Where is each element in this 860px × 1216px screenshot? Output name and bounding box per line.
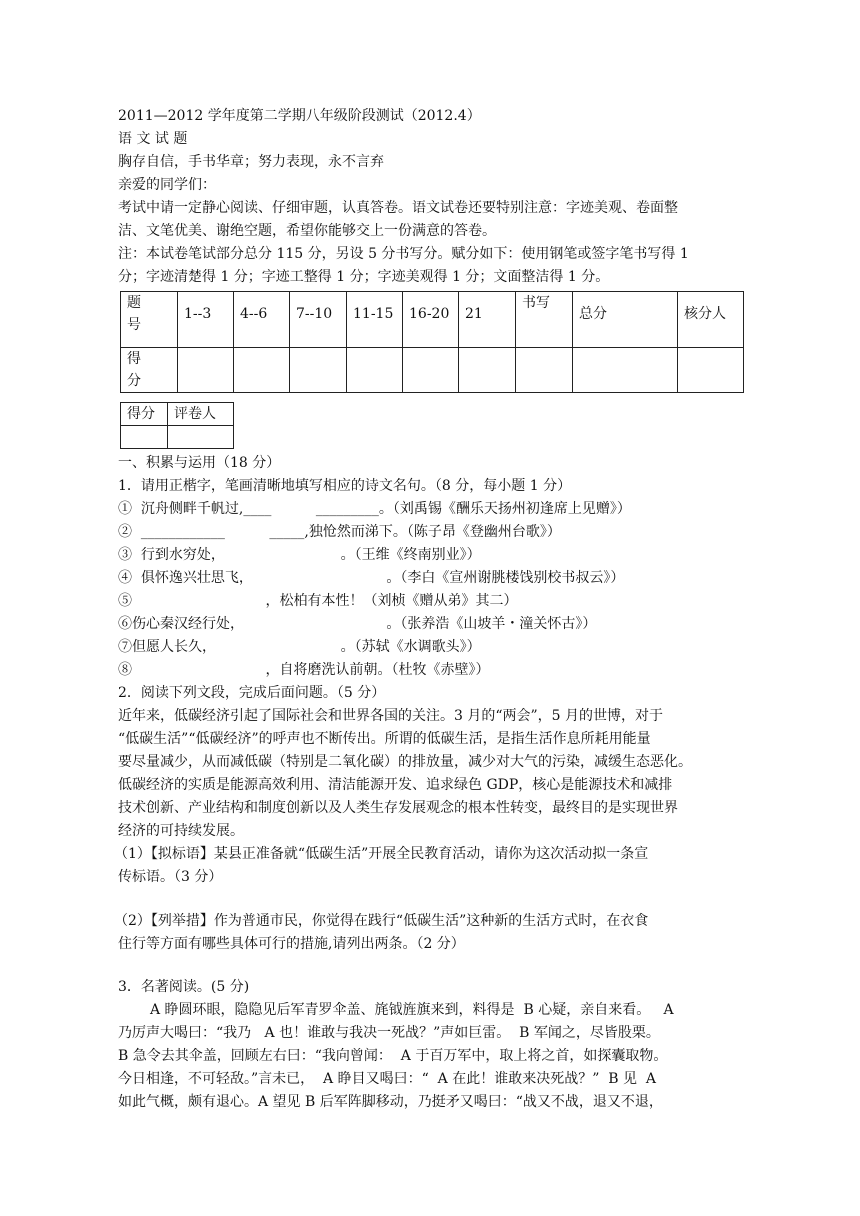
greeting: 亲爱的同学们：: [118, 177, 216, 193]
passage-line: 技术创新、产业结构和制度创新以及人类生存发展观念的根本性转变，最终目的是实现世界: [118, 800, 678, 816]
score-table: [120, 291, 744, 393]
passage-line: 要尽量减少，从而减低碳（特别是二氧化碳）的排放量，减少对大气的污染，减缓生态恶化。: [118, 754, 692, 770]
motto: 胸存自信，手书华章；努力表现，永不言弃: [118, 154, 384, 170]
intro-line: 考试中请一定静心阅读、仔细审题，认真答卷。语文试卷还要特别注意：字迹美观、卷面整: [118, 200, 678, 216]
question-3: 3．名著阅读。(5 分): [118, 979, 250, 995]
score-table-row-label: 题 号: [121, 292, 178, 348]
fill-line: ① 沉舟侧畔千帆过,____ _________。（刘禹锡《酬乐天扬州初逢席上见赠》）: [118, 501, 631, 517]
column-header: 11-15: [347, 292, 403, 348]
grader-name-cell[interactable]: [168, 426, 234, 449]
column-header: 7--10: [290, 292, 347, 348]
grader-score-cell[interactable]: [121, 426, 168, 449]
novel-line: 如此气概，颇有退心。A 望见 B 后军阵脚移动，乃挺矛又喝曰：“战又不战，退又不退，: [118, 1094, 663, 1110]
fill-line: ⑦但愿人长久， 。（苏轼《水调歌头》）: [118, 639, 481, 655]
note-line: 注：本试卷笔试部分总分 115 分，另设 5 分书写分。赋分如下：使用钢笔或签字笔书写得 1: [118, 246, 689, 262]
score-cell[interactable]: [678, 348, 744, 393]
score-cell[interactable]: [290, 348, 347, 393]
question-1: 1．请用正楷字，笔画清晰地填写相应的诗文名句。（8 分，每小题 1 分）: [118, 478, 572, 494]
novel-line: 今日相逢，不可轻敌。”言未已， A 睁目又喝曰：“ A 在此！谁敢来决死战？” B 见 A: [118, 1071, 657, 1087]
section-title: 一、积累与运用（18 分）: [118, 455, 281, 471]
fill-line: ⑧ ，自将磨洗认前朝。（杜牧《赤壁》）: [118, 662, 490, 678]
column-header: 核分人: [678, 292, 744, 348]
grader-table: [120, 402, 234, 449]
score-cell[interactable]: [347, 348, 403, 393]
column-header: 16-20: [403, 292, 459, 348]
fill-line: ② ____________ _____,独怆然而涕下。（陈子昂《登幽州台歌》）: [118, 524, 561, 540]
score-cell[interactable]: [573, 348, 678, 393]
passage-line: 近年来，低碳经济引起了国际社会和世界各国的关注。3 月的“两会”，5 月的世博，对于: [118, 708, 664, 724]
fill-line: ⑥伤心秦汉经行处， 。（张养浩《山坡羊・潼关怀古》）: [118, 616, 597, 632]
question-2: 2．阅读下列文段，完成后面问题。（5 分）: [118, 685, 386, 701]
passage-line: 经济的可持续发展。: [118, 823, 244, 839]
subject-title: 语 文 试 题: [118, 131, 188, 147]
column-header: 4--6: [234, 292, 290, 348]
grader-score-label: 得分: [121, 403, 168, 426]
score-cell[interactable]: [234, 348, 290, 393]
intro-line: 洁、文笔优美、谢绝空题，希望你能够交上一份满意的答卷。: [118, 223, 496, 239]
score-cell[interactable]: [516, 348, 573, 393]
novel-line: B 急令去其伞盖，回顾左右曰：“我向曾闻： A 于百万军中，取上将之首，如探囊取物。: [118, 1048, 668, 1064]
fill-line: ⑤ ，松柏有本性！（刘桢《赠从弟》其二）: [118, 593, 518, 609]
sub-question: 传标语。（3 分）: [118, 869, 223, 885]
score-table-score-row: [121, 348, 744, 393]
score-table-row-label: 得 分: [121, 348, 178, 393]
column-header: 总分: [573, 292, 678, 348]
column-header: 21: [459, 292, 516, 348]
novel-line: 乃厉声大喝曰：“我乃 A 也！谁敢与我决一死战？”声如巨雷。 B 军闻之，尽皆股栗。: [118, 1025, 660, 1041]
sub-question: （1）【拟标语】某县正准备就“低碳生活”开展全民教育活动，请你为这次活动拟一条宣: [114, 846, 649, 862]
score-cell[interactable]: [459, 348, 516, 393]
column-header: 书写: [516, 292, 573, 348]
novel-line: A 睁圆环眼，隐隐见后军青罗伞盖、旄钺旌旗来到，料得是 B 心疑，亲自来看。 A: [150, 1002, 674, 1018]
score-cell[interactable]: [178, 348, 234, 393]
exam-title: 2011—2012 学年度第二学期八年级阶段测试（2012.4）: [118, 108, 481, 124]
score-table-header-row: [121, 292, 744, 348]
fill-line: ④ 俱怀逸兴壮思飞， 。（李白《宣州谢朓楼饯别校书叔云》）: [118, 570, 625, 586]
passage-line: “低碳生活”“低碳经济”的呼声也不断传出。所谓的低碳生活，是指生活作息所耗用能量: [118, 731, 651, 747]
sub-question: （2）【列举措】作为普通市民，你觉得在践行“低碳生活”这种新的生活方式时，在衣食: [114, 913, 649, 929]
note-line: 分；字迹清楚得 1 分；字迹工整得 1 分；字迹美观得 1 分；文面整洁得 1 分。: [118, 269, 610, 285]
score-cell[interactable]: [403, 348, 459, 393]
fill-line: ③ 行到水穷处， 。（王维《终南别业》）: [118, 547, 481, 563]
column-header: 1--3: [178, 292, 234, 348]
passage-line: 低碳经济的实质是能源高效利用、清洁能源开发、追求绿色 GDP，核心是能源技术和减排: [118, 777, 673, 793]
grader-name-label: 评卷人: [168, 403, 234, 426]
sub-question: 住行等方面有哪些具体可行的措施,请列出两条。（2 分）: [118, 936, 465, 952]
